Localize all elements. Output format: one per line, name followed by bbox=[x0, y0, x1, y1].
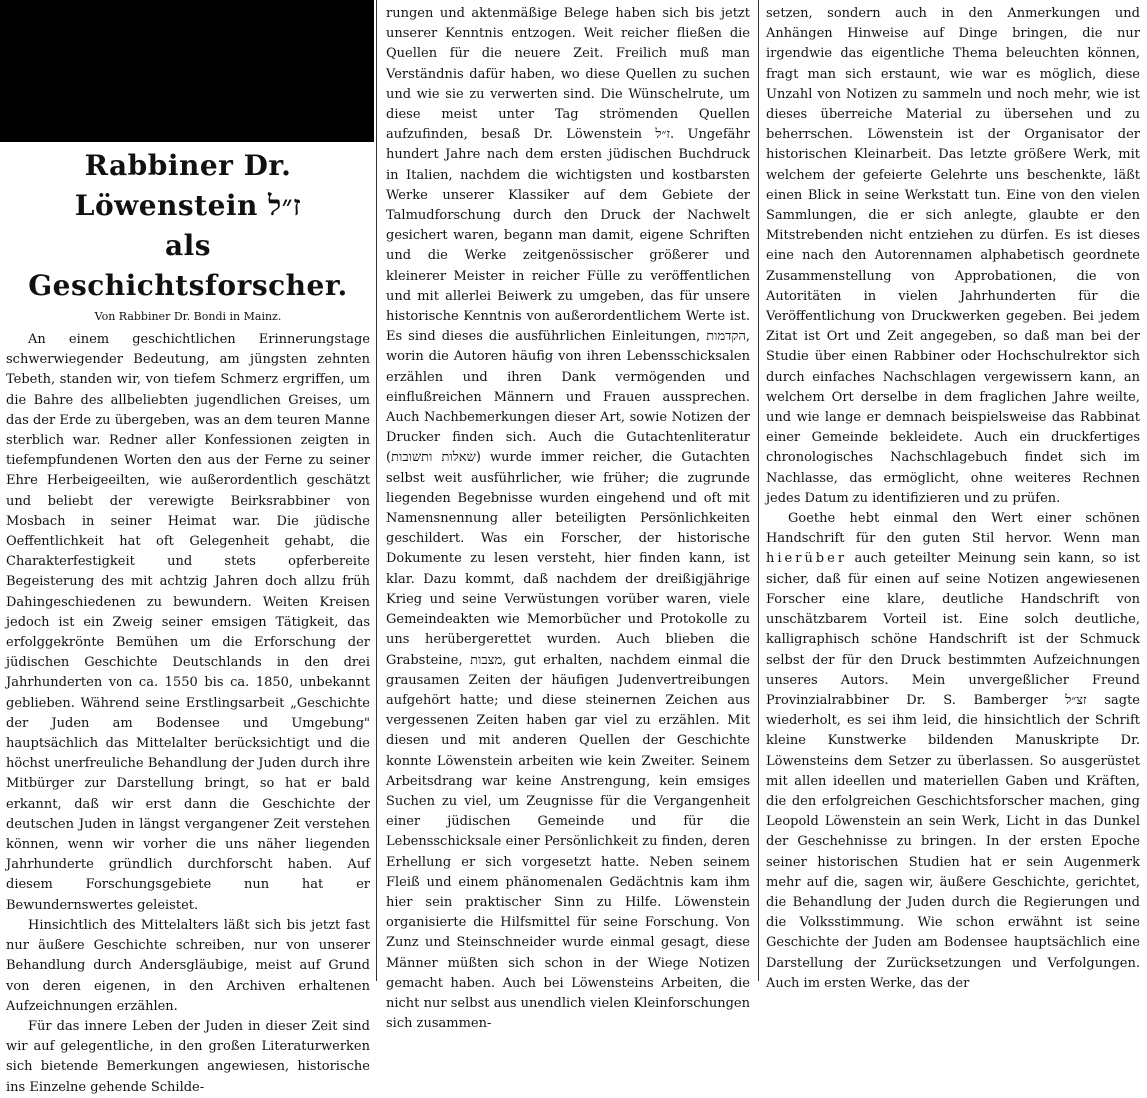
col3-paragraph-2 bbox=[766, 509, 1140, 994]
col3-emphasis-hierueber: hierüber bbox=[766, 551, 848, 567]
col3-paragraph-2-rest: auch geteilter Meinung sein kann, so ist sicher, daß für einen auf seine Notizen angewiesenen Forscher eine klare, deutliche Handschrift von unschätzbarem Vorteil ist. Eine solch deutliche, kalligraphisch schöne Handschrift ist der Schmuck selbst der für den Druck bestimmten Aufzeichnungen unseres Autors. Mein unvergeßlicher Freund Provinzialrabbiner Dr. S. Bamberger זצ״ל sagte wiederholt, es sei ihm leid, die hinsichtlich der Schrift kleine Kunstwerke bildenden Manuskripte Dr. Löwensteins dem Setzer zu überlassen. So ausgerüstet mit allen ideellen und materiellen Gaben und Kräften, die den erfolgreichen Geschichtsforscher machen, ging Leopold Löwenstein an sein Werk, Licht in das Dunkel der Geschehnisse zu bringen. In der ersten Epoche seiner historischen Studien hat er sein Augenmerk mehr auf die, sagen wir, äußere Geschichte, gerichtet, die Behandlung der Juden durch die Regierungen und die Volksstimmung. Wie schon erwähnt ist seine Geschichte der Juden am Bodensee hauptsächlich eine Darstellung der Zurücksetzungen und Verfolgungen. Auch im ersten Werke, das der bbox=[766, 551, 1140, 991]
black-scan-margin bbox=[0, 0, 374, 142]
col2-paragraph-1: rungen und aktenmäßige Belege haben sich bis jetzt unserer Kenntnis entzogen. Weit reicher fließen die Quellen für die neuere Zeit. Freilich muß man Verständnis dafür haben, wo diese Quellen zu suchen und wie sie zu verwerten sind. Die Wünschelrute, um diese meist unter Tag strömenden Quellen aufzufinden, besaß Dr. Löwenstein ז״ל. Ungefähr hundert Jahre nach dem ersten jüdischen Buchdruck in Italien, nachdem die wichtigsten und kostbarsten Werke unserer Klassiker auf dem Gebiete der Talmudforschung durch den Druck der Nachwelt gesichert waren, begann man damit, eigene Schriften und die Werke zeitgenössischer größerer und kleinerer Meister in reicher Fülle zu veröffentlichen und mit allerlei Beiwerk zu umgeben, das für unsere historische Kenntnis von außerordentlichem Werte ist. Es sind dieses die ausführlichen Einleitungen, הקדמות, worin die Autoren häufig von ihren Lebensschicksalen erzählen und ihren Dank vermögenden und einflußreichen Männern und Frauen aussprechen. Auch Nachbemerkungen dieser Art, sowie Notizen der Drucker finden sich. Auch die Gutachtenliteratur (שאלות ותשובות) wurde immer reicher, die Gutachten selbst weit ausführlicher, wie früher; die zugrunde liegenden Begebnisse wurden eingehend und oft mit Namensnennung aller beteiligten Persönlichkeiten geschildert. Was ein Forscher, der historische Dokumente zu lesen versteht, hier finden kann, ist klar. Dazu kommt, daß nachdem der dreißigjährige Krieg und seine Verwüstungen vorüber waren, viele Gemeindeakten wie Memorbücher und Protokolle zu uns herübergerettet wurden. Auch blieben die Grabsteine, מצבות, gut erhalten, nachdem einmal die grausamen Zeiten der häufigen Judenvertreibungen aufgehört hatte; und diese steinernen Zeichen aus vergessenen Zeiten haben gar viel zu erzählen. Mit diesen und mit anderen Quellen der Geschichte konnte Löwenstein arbeiten wie kein Zweiter. Seinem Arbeitsdrang war keine Anstrengung, kein emsiges Suchen zu viel, um Zeugnisse für die Vergangenheit einer jüdischen Gemeinde und für die Lebensschicksale einer Persönlichkeit zu finden, deren Erhellung er sich vorgesetzt hatte. Neben seinem Fleiß und einem phänomenalen Gedächtnis kam ihm hier sein praktischer Sinn zu Hilfe. Löwenstein organisierte die Hilfsmittel für seine Forschung. Von Zunz und Steinschneider wurde einmal gesagt, diese Männer müßten sich schon in der Wiege Notizen gemacht haben. Auch bei Löwensteins Arbeiten, die nicht nur selbst aus unendlich vielen Kleinforschungen sich zusammen- bbox=[386, 6, 751, 1032]
column-rule-right bbox=[758, 0, 759, 981]
column-3 bbox=[766, 4, 1140, 991]
col1-paragraph-2: Hinsichtlich des Mittelalters läßt sich bis jetzt fast nur äußere Geschichte schreiben, nur von unserer Behandlung durch Andersgläubige, meist auf Grund von deren eigenen, in den Archiven erhaltenen Aufzeichnungen erzählen. bbox=[6, 917, 370, 1014]
article-title bbox=[6, 146, 370, 306]
col3-paragraph-1: setzen, sondern auch in den Anmerkungen und Anhängen Hinweise auf Dinge bringen, die nur irgendwie das eigentliche Thema beleuchten können, fragt man sich erstaunt, wie war es möglich, diese Unzahl von Notizen zu sammeln und noch mehr, wie ist dieses überreiche Material zu übersehen und zu beherrschen. Löwenstein ist der Organisator der historischen Kleinarbeit. Das letzte größere Werk, mit welchem der gefeierte Gelehrte uns beschenkte, läßt einen Blick in seine Werkstatt tun. Eine von den vielen Sammlungen, die er sich anlegte, glaubte er den Mitstrebenden nicht entziehen zu dürfen. Es ist dieses eine nach den Autorennamen alphabetisch geordnete Zusammenstellung von Approbationen, die von Autoritäten in vielen Jahrhunderten für die Veröffentlichung von Druckwerken gegeben. Bei jedem Zitat ist Ort und Zeit angegeben, so daß man bei der Studie über einen Rabbiner oder Hochschulrektor sich durch einfaches Nachschlagen vergewissern kann, an welchem Ort derselbe in dem fraglichen Jahre weilte, und wie lange er demnach beispielsweise das Rabbinat einer Gemeinde bekleidete. Auch ein druckfertiges chronologisches Nachschlagebuch findet sich im Nachlasse, das ermöglicht, ohne weiteres Rechnen jedes Datum zu identifizieren und zu prüfen. bbox=[766, 6, 1140, 506]
col3-paragraph-2-start: Goethe hebt einmal den Wert einer schönen Handschrift für den guten Stil hervor. Wenn man bbox=[766, 511, 1140, 547]
col1-paragraph-3: Für das innere Leben der Juden in dieser Zeit sind wir auf gelegentliche, in den großen Literaturwerken sich bietende Bemerkungen angewiesen, historische ins Einzelne gehende Schilde- bbox=[6, 1018, 370, 1095]
article-title-line-2: als Geschichtsforscher. bbox=[28, 229, 348, 302]
column-2 bbox=[386, 4, 751, 1032]
col1-paragraph-1: An einem geschichtlichen Erinnerungstage schwerwiegender Bedeutung, am jüngsten zehnten Tebeth, standen wir, von tiefem Schmerz ergriffen, um die Bahre des allbeliebten jugendlichen Greises, um das der Erde zu übergeben, was an dem teuren Manne sterblich war. Redner aller Konfessionen zeigten in tiefempfundenen Worten den aus der Ferne zu seiner Ehre Herbeigeeilten, wie außerordentlich geschätzt und beliebt der verewigte Beirksrabbiner von Mosbach in seiner Heimat war. Die jüdische Oeffentlichkeit hat oft Gelegenheit gehabt, die Charakterfestigkeit und stets opferbereite Begeisterung des mit achtzig Jahren doch allzu früh Dahingeschiedenen zu bewundern. Weiten Kreisen jedoch ist ein Zweig seiner emsigen Tätigkeit, das erfolggekrönte Bemühen um die Erforschung der jüdischen Geschichte Deutschlands in den drei Jahrhunderten von ca. 1550 bis ca. 1850, unbekannt geblieben. Während seine Erstlingsarbeit „Geschichte der Juden am Bodensee und Umgebung" hauptsächlich das Mittelalter berücksichtigt und die höchst unerfreuliche Behandlung der Juden durch ihre Mitbürger zur Darstellung bringt, so hat er bald erkannt, daß wir erst dann die Geschichte der deutschen Juden in längst vergangener Zeit verstehen können, wenn wir vorher die uns näher liegenden Jahrhunderte gründlich durchforscht haben. Auf diesem Forschungsgebiete nun hat er Bewundernswertes geleistet. bbox=[6, 332, 370, 913]
column-rule-left bbox=[376, 0, 377, 981]
article-byline: Von Rabbiner Dr. Bondi in Mainz. bbox=[94, 310, 282, 323]
column-1 bbox=[6, 146, 370, 1095]
article-title-line-1: Rabbiner Dr. Löwenstein ז״ל bbox=[74, 149, 302, 222]
